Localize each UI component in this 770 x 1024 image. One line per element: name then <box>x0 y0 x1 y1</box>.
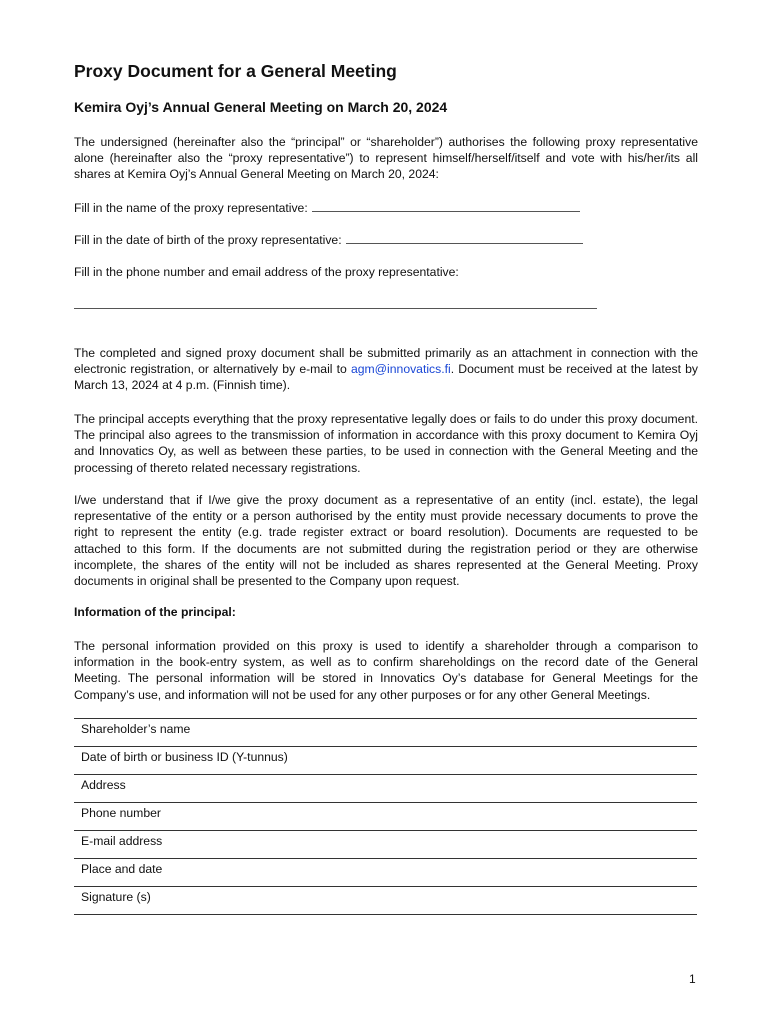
form-field-dob-business-id[interactable]: Date of birth or business ID (Y-tunnus) <box>74 747 697 775</box>
principal-heading: Information of the principal: <box>74 605 236 619</box>
page-number: 1 <box>689 972 696 986</box>
proxy-contact-blank[interactable] <box>74 308 597 309</box>
form-field-place-date[interactable]: Place and date <box>74 859 697 887</box>
form-field-address[interactable]: Address <box>74 775 697 803</box>
submission-text-before: The completed and signed proxy document shall be submitted primarily as an attachment in connection with the electronic registration, or alternatively by e-mail to <box>74 346 698 377</box>
form-field-email[interactable]: E-mail address <box>74 831 697 859</box>
form-field-shareholder-name[interactable]: Shareholder’s name <box>74 719 697 747</box>
proxy-name-label: Fill in the name of the proxy representative: <box>74 201 308 215</box>
meeting-subtitle: Kemira Oyj’s Annual General Meeting on March 20, 2024 <box>74 99 448 115</box>
form-field-phone[interactable]: Phone number <box>74 803 697 831</box>
document-title: Proxy Document for a General Meeting <box>74 61 397 81</box>
proxy-dob-blank[interactable] <box>346 232 583 244</box>
proxy-dob-fill <box>74 232 583 248</box>
form-field-signature[interactable]: Signature (s) <box>74 887 697 915</box>
entity-paragraph: I/we understand that if I/we give the proxy document as a representative of an entity (incl. estate), the legal representative of the entity or a person authorised by the entity must provide necessary documents to prove the right to represent the entity (e.g. trade register extract or board resolution). Documents are requested to be attached to this form. If the documents are not submitted during the registration period or they are otherwise incomplete, the shares of the entity will not be included as shares represented at the General Meeting. Proxy documents in original shall be presented to the Company upon request. <box>74 493 698 589</box>
proxy-contact-fill <box>74 264 459 280</box>
intro-paragraph: The undersigned (hereinafter also the “principal” or “shareholder”) authorises the following proxy representative alone (hereinafter also the “proxy representative”) to represent himself/herself/itself and vote with his/her/its all shares at Kemira Oyj’s Annual General Meeting on March 20, 2024: <box>74 135 698 182</box>
privacy-paragraph: The personal information provided on this proxy is used to identify a shareholder through a comparison to information in the book-entry system, as well as to confirm shareholdings on the record date of the General Meeting. The personal information will be stored in Innovatics Oy’s database for General Meetings for the Company’s use, and information will not be used for any other purposes or for any other General Meetings. <box>74 639 698 702</box>
submission-email-link[interactable]: agm@innovatics.fi <box>350 362 451 377</box>
proxy-contact-label: Fill in the phone number and email address of the proxy representative: <box>74 265 459 279</box>
proxy-dob-label: Fill in the date of birth of the proxy representative: <box>74 233 342 247</box>
proxy-name-fill <box>74 200 580 216</box>
submission-text-after: . Document must be received at the latest by March 13, 2024 at 4 p.m. (Finnish time). <box>74 362 698 393</box>
acceptance-paragraph: The principal accepts everything that the proxy representative legally does or fails to do under this proxy document. The principal also agrees to the transmission of information in accordance with this proxy document to Kemira Oyj and Innovatics Oy, as well as between these parties, to be used in connection with the General Meeting and the processing of thereto related necessary registrations. <box>74 412 698 475</box>
principal-form <box>74 718 697 915</box>
submission-paragraph <box>74 345 698 394</box>
proxy-name-blank[interactable] <box>312 200 580 212</box>
